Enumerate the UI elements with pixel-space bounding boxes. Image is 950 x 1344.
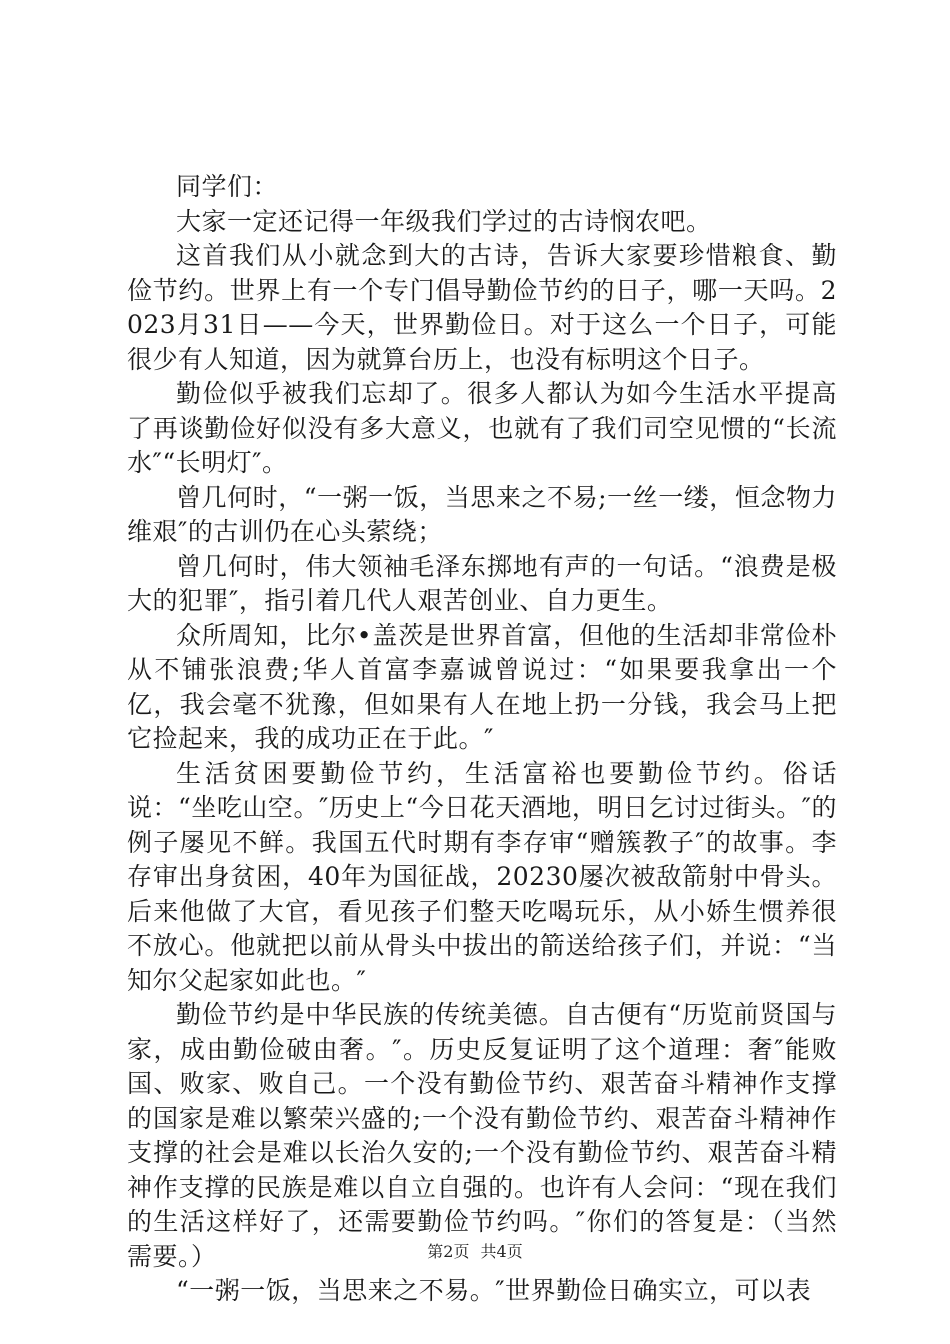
page-number: 第2页 xyxy=(427,1242,470,1261)
paragraph: 大家一定还记得一年级我们学过的古诗悯农吧。 xyxy=(176,206,712,236)
paragraph: 生活贫困要勤俭节约，生活富裕也要勤俭节约。俗话说：“坐吃山空。″历史上“今日花天酒地，明日乞讨过街头。″的例子屡见不鲜。我国五代时期有李存审“赠簇教子″的故事。李存审出身贫困，40年为国征战，20230屡次被敌箭射中骨头。后来他做了大官，看见孩子们整天吃喝玩乐，从小娇生惯养很不放心。他就把以前从骨头中拔出的箭送给孩子们，并说：“当知尔父起家如此也。″ xyxy=(127,758,837,995)
paragraph: 勤俭节约是中华民族的传统美德。自古便有“历览前贤国与家，成由勤俭破由奢。″。历史反复证明了这个道理：奢″能败国、败家、败自己。一个没有勤俭节约、艰苦奋斗精神作支撑的国家是难以繁荣兴盛的;一个没有勤俭节约、艰苦奋斗精神作支撑的社会是难以长治久安的;一个没有勤俭节约、艰苦奋斗精神作支撑的民族是难以自立自强的。也许有人会问：“现在我们的生活这样好了，还需要勤俭节约吗。″你们的答复是：（当然需要。） xyxy=(127,1000,837,1271)
paragraph: 勤俭似乎被我们忘却了。很多人都认为如今生活水平提高了再谈勤俭好似没有多大意义，也就有了我们司空见惯的“长流水″“长明灯″。 xyxy=(127,379,837,477)
page-total: 共4页 xyxy=(480,1242,523,1261)
paragraph: 众所周知，比尔•盖茨是世界首富，但他的生活却非常俭朴从不铺张浪费;华人首富李嘉诚曾说过：“如果要我拿出一个亿，我会毫不犹豫，但如果有人在地上扔一分钱，我会马上把它捡起来，我的成功正在于此。″ xyxy=(127,620,837,753)
document-body xyxy=(127,170,837,1309)
paragraph: 这首我们从小就念到大的古诗，告诉大家要珍惜粮食、勤俭节约。世界上有一个专门倡导勤俭节约的日子，哪一天吗。2023月31日——今天，世界勤俭日。对于这么一个日子，可能很少有人知道，因为就算台历上，也没有标明这个日子。 xyxy=(127,241,837,374)
paragraph-greeting: 同学们： xyxy=(176,172,279,201)
paragraph: 曾几何时，“一粥一饭，当思来之不易;一丝一缕，恒念物力维艰″的古训仍在心头萦绕； xyxy=(127,482,837,546)
page-footer xyxy=(0,1239,950,1262)
paragraph: 曾几何时，伟大领袖毛泽东掷地有声的一句话。“浪费是极大的犯罪″，指引着几代人艰苦创业、自力更生。 xyxy=(127,551,837,615)
paragraph: “一粥一饭，当思来之不易。″世界勤俭日确实立，可以表 xyxy=(176,1276,812,1305)
